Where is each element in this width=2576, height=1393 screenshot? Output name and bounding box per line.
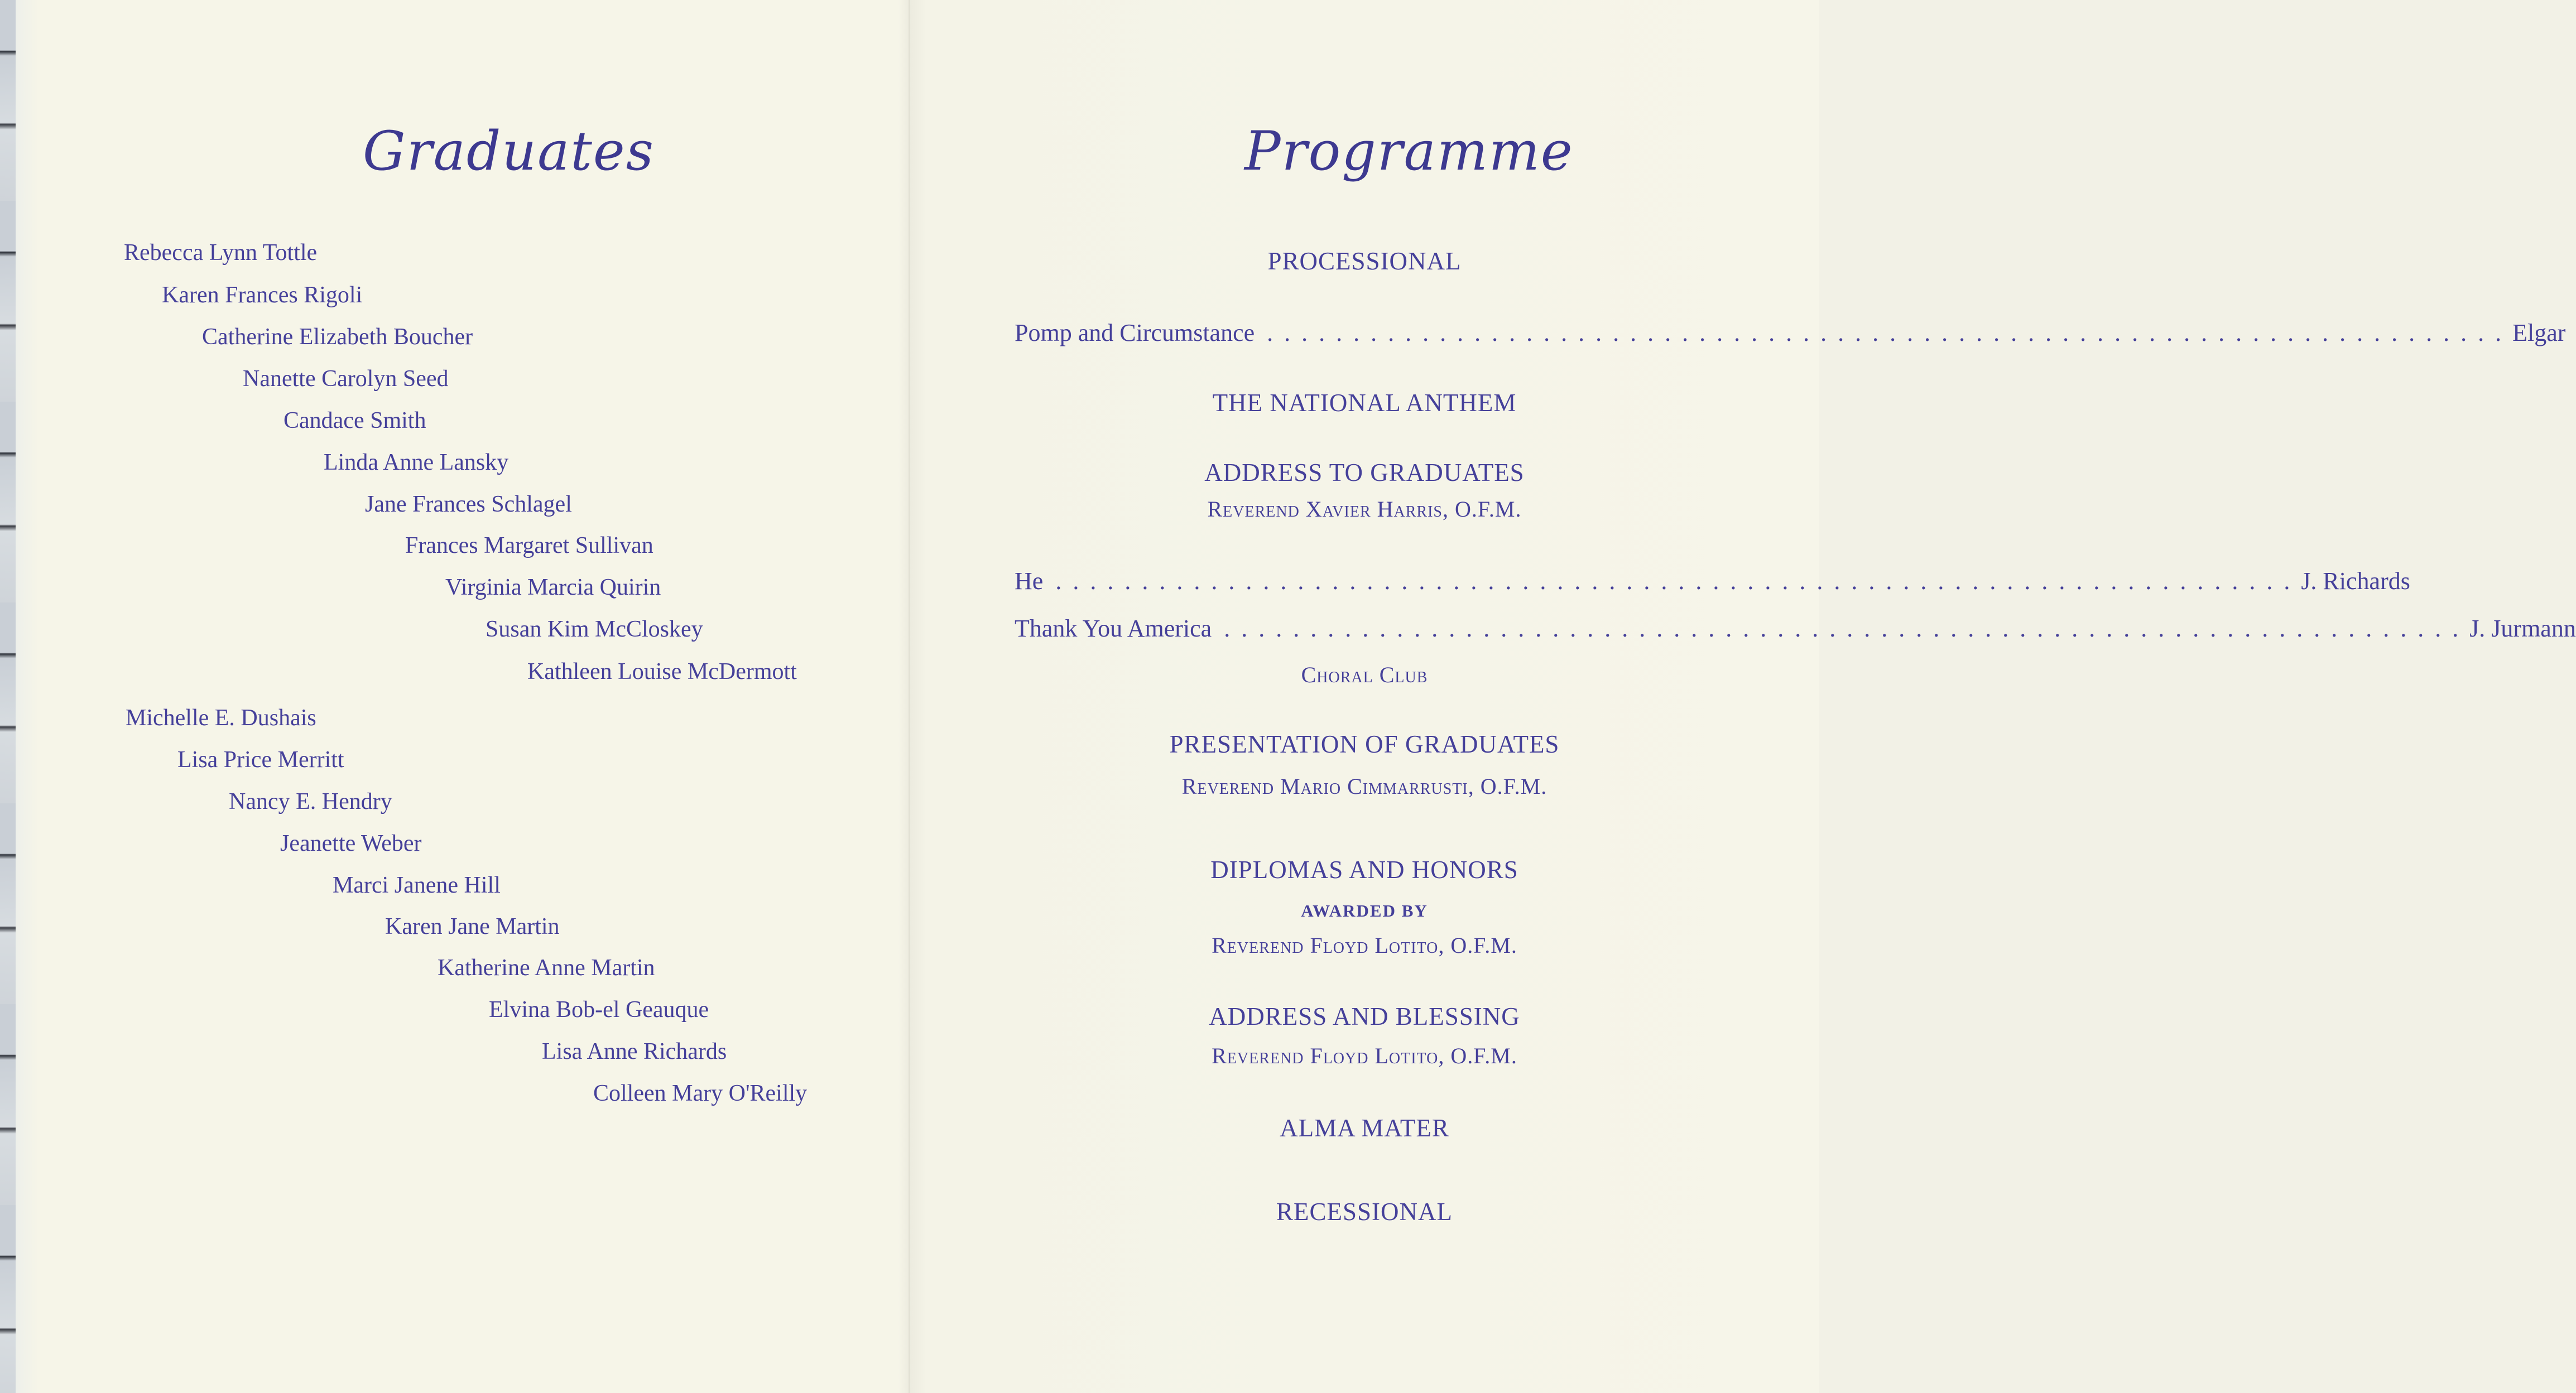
torn-left-edge [0, 0, 16, 1393]
national-anthem: THE NATIONAL ANTHEM [1212, 389, 1517, 417]
address-to-graduates-title: ADDRESS TO GRADUATES [1204, 459, 1525, 486]
blessing-title: ADDRESS AND BLESSING [1209, 1002, 1520, 1030]
recessional: RECESSIONAL [1276, 1198, 1453, 1226]
graduate-name: Jane Frances Schlagel [365, 491, 572, 517]
item-composer: J. Jurmann [2469, 615, 2576, 642]
item-composer: J. Richards [2301, 567, 2410, 595]
graduate-name: Catherine Elizabeth Boucher [202, 324, 473, 350]
graduate-name: Linda Anne Lansky [324, 450, 509, 475]
graduate-name: Frances Margaret Sullivan [405, 533, 653, 558]
blessing-speaker: Reverend Floyd Lotito, O.F.M. [1212, 1043, 1517, 1068]
item-title: He [1015, 567, 1044, 595]
item-composer: Elgar [2512, 319, 2566, 346]
programme-item-thank-you-america [1015, 615, 2576, 642]
graduate-name: Elvina Bob-el Geauque [489, 997, 709, 1023]
graduate-name: Lisa Anne Richards [542, 1039, 727, 1064]
graduate-name: Karen Frances Rigoli [162, 282, 363, 308]
diplomas-speaker: Reverend Floyd Lotito, O.F.M. [1212, 933, 1517, 958]
graduate-name: Virginia Marcia Quirin [445, 575, 661, 600]
graduate-name: Nanette Carolyn Seed [243, 366, 449, 392]
graduate-name: Colleen Mary O'Reilly [593, 1081, 808, 1106]
presentation-title: PRESENTATION OF GRADUATES [1169, 730, 1560, 758]
dot-leader: ........................................................................ [1224, 615, 2470, 642]
programme-heading: Programme [1244, 120, 1574, 182]
presentation-speaker: Reverend Mario Cimmarrusti, O.F.M. [1181, 774, 1547, 799]
programme-item-he [1015, 567, 2410, 595]
graduate-name: Lisa Price Merritt [177, 747, 344, 773]
graduate-name: Jeanette Weber [280, 831, 422, 856]
center-fold [909, 0, 910, 1393]
diplomas-title: DIPLOMAS AND HONORS [1210, 856, 1518, 884]
graduate-name: Nancy E. Hendry [229, 789, 392, 814]
choral-club: Choral Club [1301, 662, 1428, 687]
dot-leader: ........................................................................ [1055, 567, 2301, 595]
graduate-name: Michelle E. Dushais [126, 705, 316, 731]
alma-mater: ALMA MATER [1280, 1114, 1449, 1142]
awarded-by: AWARDED BY [1301, 901, 1428, 920]
graduate-name: Marci Janene Hill [333, 873, 501, 898]
graduate-name: Katherine Anne Martin [438, 955, 655, 981]
programme-item-pomp [1015, 319, 2566, 346]
graduate-name: Rebecca Lynn Tottle [124, 240, 318, 266]
graduates-heading: Graduates [363, 120, 655, 182]
processional: PROCESSIONAL [1267, 247, 1462, 275]
graduate-name: Karen Jane Martin [385, 914, 560, 939]
item-title: Thank You America [1015, 615, 1212, 642]
address-to-graduates-speaker: Reverend Xavier Harris, O.F.M. [1207, 497, 1522, 522]
graduate-name: Kathleen Louise McDermott [527, 659, 797, 685]
graduate-name: Susan Kim McCloskey [486, 616, 703, 642]
item-title: Pomp and Circumstance [1015, 319, 1255, 346]
graduate-name: Candace Smith [283, 408, 426, 433]
dot-leader: ........................................................................ [1267, 319, 2513, 346]
